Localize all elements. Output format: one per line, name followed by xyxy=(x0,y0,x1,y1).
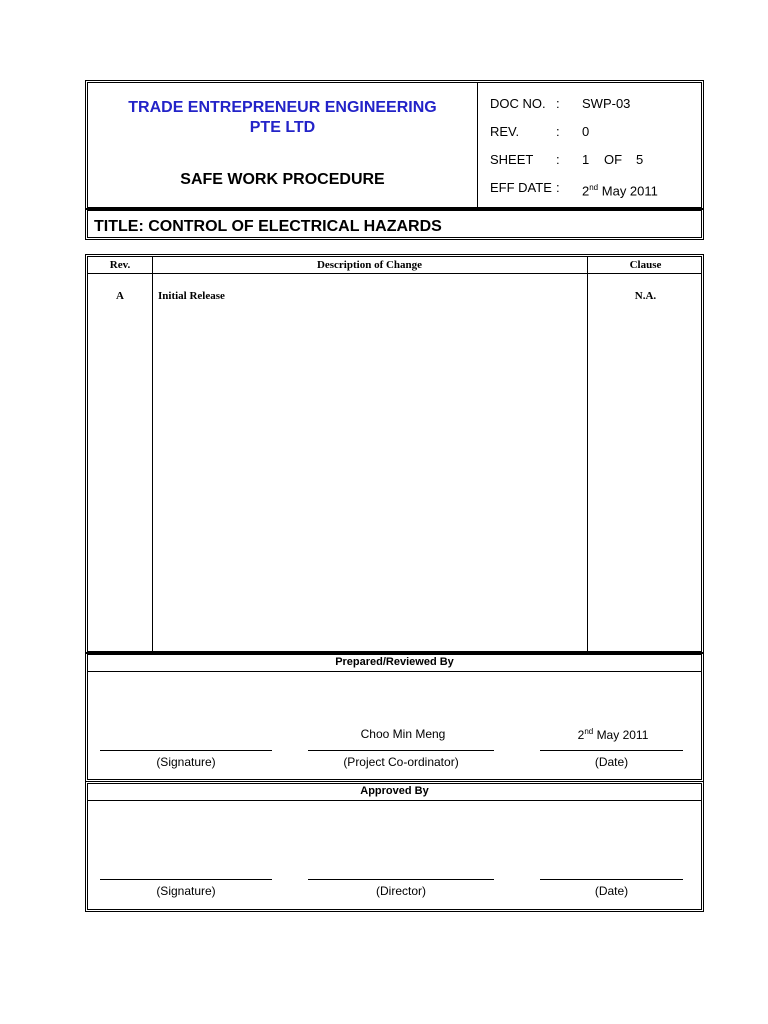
meta-label: EFF DATE xyxy=(490,180,552,195)
row-description: Initial Release xyxy=(158,290,225,302)
signature-line xyxy=(100,879,272,880)
revision-table xyxy=(85,254,704,654)
date-label: (Date) xyxy=(594,755,629,769)
date-day: 2 xyxy=(582,183,590,199)
meta-label: DOC NO. xyxy=(490,96,546,111)
procedure-type: SAFE WORK PROCEDURE xyxy=(180,171,385,188)
date-line xyxy=(540,879,683,880)
coordinator-label: (Project Co-ordinator) xyxy=(343,755,459,769)
signature-line xyxy=(100,750,272,751)
meta-colon: : xyxy=(556,180,560,195)
date-line xyxy=(540,750,683,751)
meta-colon: : xyxy=(556,96,560,111)
date-label: (Date) xyxy=(594,884,629,898)
director-line xyxy=(308,879,494,880)
date-rest: May 2011 xyxy=(596,728,649,742)
meta-of-label: OF xyxy=(604,152,623,167)
prepared-section xyxy=(85,652,704,782)
meta-label: SHEET xyxy=(490,152,534,167)
company-name-line2: PTE LTD xyxy=(249,119,316,136)
document-title: TITLE: CONTROL OF ELECTRICAL HAZARDS xyxy=(94,218,442,235)
date-suffix: nd xyxy=(589,183,599,192)
header-clause: Clause xyxy=(629,259,662,271)
row-rev: A xyxy=(116,290,124,302)
approved-heading: Approved By xyxy=(88,784,701,801)
header-rev: Rev. xyxy=(109,259,131,271)
header-description: Description of Change xyxy=(316,259,423,271)
meta-value: 0 xyxy=(582,124,590,139)
preparer-name: Choo Min Meng xyxy=(360,727,446,741)
meta-of-value: 5 xyxy=(636,152,644,167)
date-rest: May 2011 xyxy=(601,183,658,199)
signature-label: (Signature) xyxy=(156,755,216,769)
prepared-heading: Prepared/Reviewed By xyxy=(88,655,701,672)
coordinator-line xyxy=(308,750,494,751)
signature-label: (Signature) xyxy=(156,884,216,898)
meta-colon: : xyxy=(556,124,560,139)
director-label: (Director) xyxy=(376,884,426,898)
meta-value xyxy=(582,179,658,200)
approved-section xyxy=(85,781,704,912)
date-day: 2 xyxy=(577,728,585,742)
company-name-line1: TRADE ENTREPRENEUR ENGINEERING xyxy=(128,99,437,116)
column-divider xyxy=(152,257,153,651)
company-cell xyxy=(88,83,478,207)
date-suffix: nd xyxy=(584,727,594,736)
meta-value: 1 xyxy=(582,152,590,167)
meta-colon: : xyxy=(556,152,560,167)
column-divider xyxy=(587,257,588,651)
row-clause: N.A. xyxy=(634,290,657,302)
table-header-row xyxy=(88,257,701,274)
meta-label: REV. xyxy=(490,124,520,139)
prepared-date xyxy=(538,727,688,742)
title-box xyxy=(85,208,704,240)
document-header xyxy=(85,80,704,210)
meta-value: SWP-03 xyxy=(582,96,631,111)
